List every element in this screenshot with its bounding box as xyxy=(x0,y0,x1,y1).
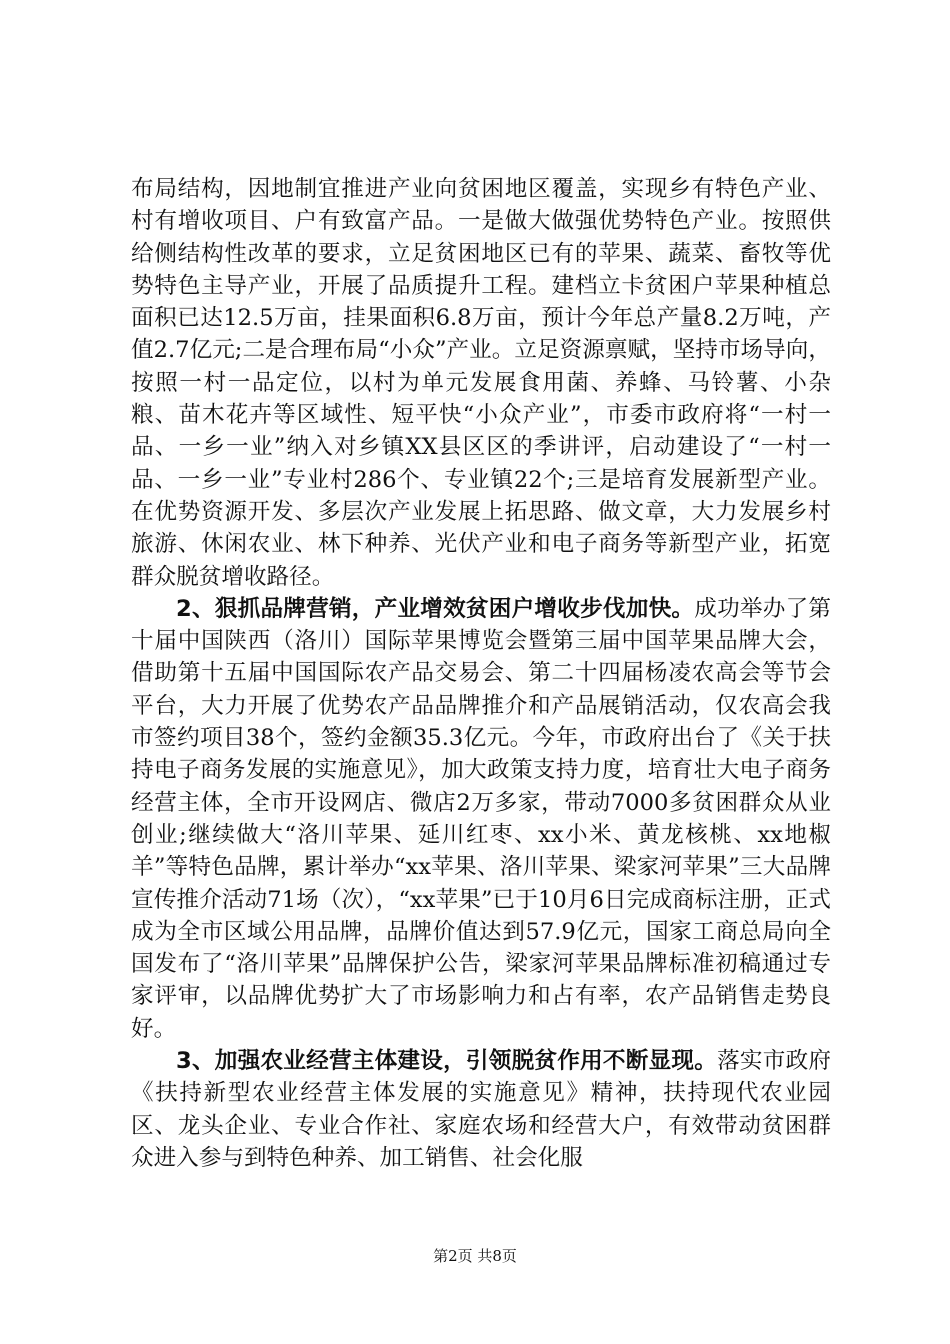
paragraph-2-text: 成功举办了第十届中国陕西（洛川）国际苹果博览会暨第三届中国苹果品牌大会，借助第十五届中国国际农产品交易会、第二十四届杨凌农高会等节会平台，大力开展了优势农产品品牌推介和产品展销活动，仅农高会我市签约项目38个，签约金额35.3亿元。今年，市政府出台了《关于扶持电子商务发展的实施意见》，加大政策支持力度，培育壮大电子商务经营主体，全市开设网店、微店2万多家，带动7000多贫困群众从业创业;继续做大“洛川苹果、延川红枣、xx小米、黄龙核桃、xx地椒羊”等特色品牌，累计举办“xx苹果、洛川苹果、梁家河苹果”三大品牌宣传推介活动71场（次），“xx苹果”已于10月6日完成商标注册，正式成为全市区域公用品牌，品牌价值达到57.9亿元，国家工商总局向全国发布了“洛川苹果”品牌保护公告，梁家河苹果品牌标准初稿通过专家评审，以品牌优势扩大了市场影响力和占有率，农产品销售走势良好。 xyxy=(131,595,831,1042)
paragraph-2-heading: 2、狠抓品牌营销，产业增效贫困户增收步伐加快。 xyxy=(176,595,695,622)
paragraph-2 xyxy=(131,593,831,1045)
paragraph-3-heading: 3、加强农业经营主体建设，引领脱贫作用不断显现。 xyxy=(176,1048,718,1075)
paragraph-3 xyxy=(131,1045,831,1174)
paragraph-1 xyxy=(131,173,831,593)
paragraph-3-text: 落实市政府《扶持新型农业经营主体发展的实施意见》精神，扶持现代农业园区、龙头企业、专业合作社、家庭农场和经营大户，有效带动贫困群众进入参与到特色种养、加工销售、社会化服 xyxy=(131,1048,831,1171)
document-body xyxy=(131,173,831,1174)
paragraph-1-text: 布局结构，因地制宜推进产业向贫困地区覆盖，实现乡有特色产业、村有增收项目、户有致富产品。一是做大做强优势特色产业。按照供给侧结构性改革的要求，立足贫困地区已有的苹果、蔬菜、畜牧等优势特色主导产业，开展了品质提升工程。建档立卡贫困户苹果种植总面积已达12.5万亩，挂果面积6.8万亩，预计今年总产量8.2万吨，产值2.7亿元;二是合理布局“小众”产业。立足资源禀赋，坚持市场导向，按照一村一品定位，以村为单元发展食用菌、养蜂、马铃薯、小杂粮、苗木花卉等区域性、短平快“小众产业”，市委市政府将“一村一品、一乡一业”纳入对乡镇XX县区区的季讲评，启动建设了“一村一品、一乡一业”专业村286个、专业镇22个;三是培育发展新型产业。在优势资源开发、多层次产业发展上拓思路、做文章，大力发展乡村旅游、休闲农业、林下种养、光伏产业和电子商务等新型产业，拓宽群众脱贫增收路径。 xyxy=(131,176,831,590)
page-footer: 第2页 共8页 xyxy=(433,1247,517,1265)
